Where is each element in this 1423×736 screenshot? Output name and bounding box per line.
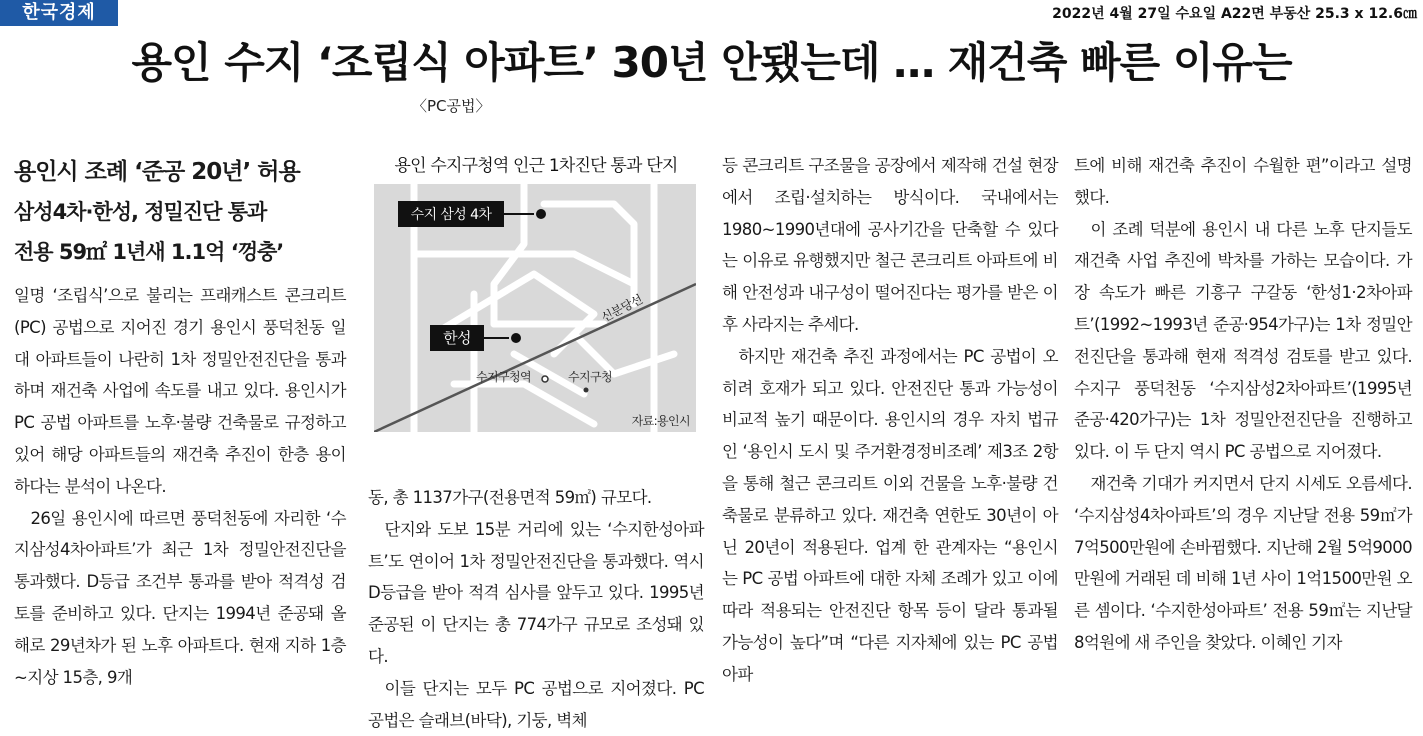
paragraph: 이 조례 덕분에 용인시 내 다른 노후 단지들도 재건축 사업 추진에 박차를 가하는 모습이다. 가장 속도가 빠른 기흥구 구갈동 ‘한성1·2차아파트’(1992~1993년 준공·954가구)는 1차 정밀안전진단을 통과해 현재 적격성 검토를 받고 있다. 수지구 풍덕천동 ‘수지삼성2차아파트’(1995년 준공·420가구)는 1차 정밀안전진단을 진행하고 있다. 이 두 단지 역시 PC 공법으로 지어졌다. [1074,219,1412,462]
subway-line-label: 신분당선 [599,292,645,325]
hansung-label: 한성 [443,329,471,347]
station-marker [542,376,548,382]
article-column-2 [368,150,704,736]
paragraph: 이들 단지는 모두 PC 공법으로 지어졌다. PC 공법은 슬래브(바닥), 기둥, 벽체 [368,678,704,730]
samsung-4cha-marker [536,209,546,219]
paragraph: 재건축 기대가 커지면서 단지 시세도 오름세다. ‘수지삼성4차아파트’의 경우 지난달 전용 59㎡가 7억500만원에 손바뀜했다. 지난해 2월 5억9000만원에 거래된 데 비해 1년 사이 1억1500만원 오른 셈이다. ‘수지한성아파트’ 전용 59㎡는 지난달 8억원에 새 주인을 찾았다. 이혜인 기자 [1074,473,1412,652]
map-source: 자료:용인시 [631,414,690,428]
subhead-1: 용인시 조례 ‘준공 20년’ 허용 [14,159,300,185]
map-graphic [374,184,696,432]
paragraph: 등 콘크리트 구조물을 공장에서 제작해 건설 현장에서 조립·설치하는 방식이다. 국내에서는 1980~1990년대에 공사기간을 단축할 수 있다는 이유로 유행했지만 철근 콘크리트 아파트에 비해 안전성과 내구성이 떨어진다는 평가를 받은 이후 사라지는 추세다. [722,156,1058,334]
paragraph: 26일 용인시에 따르면 풍덕천동에 자리한 ‘수지삼성4차아파트’가 최근 1차 정밀안전진단을 통과했다. D등급 조건부 통과를 받아 적격성 검토를 준비하고 있다. 단지는 1994년 준공돼 올해로 29년차가 된 노후 아파트다. 현재 지하 1층~지상 15층, 9개 [14,508,346,687]
article-column-4 [1074,150,1412,659]
paragraph: 동, 총 1137가구(전용면적 59㎡) 규모다. [368,488,652,507]
subhead-2: 삼성4차·한성, 정밀진단 통과 [14,200,267,224]
office-label: 수지구청 [568,370,612,384]
hansung-marker [511,333,521,343]
headline: 용인 수지 ‘조립식 아파트’ 30년 안됐는데 … 재건축 빠른 이유는 [131,38,1292,87]
map-title: 용인 수지구청역 인근 1차진단 통과 단지 [394,156,678,176]
location-map [374,184,696,432]
paragraph: 단지와 도보 15분 거리에 있는 ‘수지한성아파트’도 연이어 1차 정밀안전진단을 통과했다. 역시 D등급을 받아 적격 심사를 앞두고 있다. 1995년 준공된 이 단지는 총 774가구 규모로 조성돼 있다. [368,519,704,666]
newspaper-logo: 한국경제 [0,0,118,26]
article-column-1 [14,150,346,693]
paragraph: 하지만 재건축 추진 과정에서는 PC 공법이 오히려 호재가 되고 있다. 안전진단 통과 가능성이 비교적 높기 때문이다. 용인시의 경우 자치 법규인 ‘용인시 도시 및 주거환경정비조례’ 제3조 2항을 통해 철근 콘크리트 이외 건물을 노후·불량 건축물로 분류하고 있다. 재건축 연한도 30년이 아닌 20년이 적용된다. 업계 한 관계자는 “용인시는 PC 공법 아파트에 대한 자체 조례가 있고 이에 따라 적용되는 안전진단 항목 등이 달라 통과될 가능성이 높다”며 “다른 지자체에 있는 PC 공법 아파 [722,346,1058,684]
office-marker [584,388,589,393]
samsung-label: 수지 삼성 4차 [410,207,492,223]
paragraph: 트에 비해 재건축 추진이 수월한 편”이라고 설명했다. [1074,156,1412,207]
article-column-3 [722,150,1058,691]
subhead-3: 전용 59㎡ 1년새 1.1억 ‘껑충’ [14,240,284,264]
paragraph: 일명 ‘조립식’으로 불리는 프래캐스트 콘크리트(PC) 공법으로 지어진 경기 용인시 풍덕천동 일대 아파트들이 나란히 1차 정밀안전진단을 통과하며 재건축 사업에 속도를 내고 있다. 용인시가 PC 공법 아파트를 노후·불량 건축물로 규정하고 있어 해당 아파트들의 재건축 추진이 한층 용이하다는 분석이 나온다. [14,286,346,496]
station-label: 수지구청역 [476,370,531,384]
headline-note: 〈PC공법〉 [412,97,491,115]
publication-meta: 2022년 4월 27일 수요일 A22면 부동산 25.3 x 12.6㎝ [1052,6,1417,22]
